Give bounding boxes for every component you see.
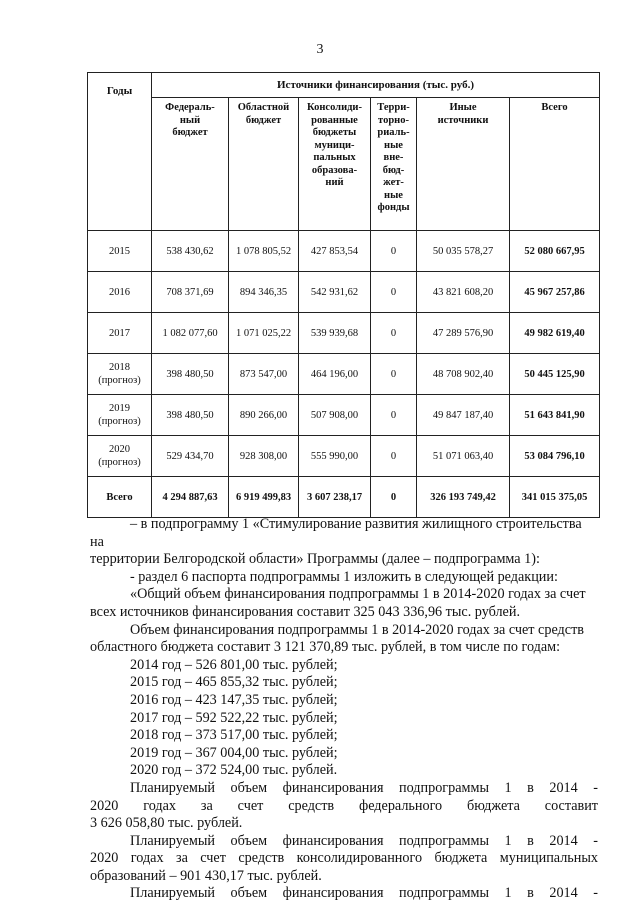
text-line: бюджет	[172, 127, 208, 138]
text-line: Областной	[237, 102, 290, 113]
value-cell: 398 480,50	[152, 354, 229, 395]
total-value-cell: 3 607 238,17	[299, 477, 371, 518]
value-cell: 0	[371, 231, 417, 272]
value-cell: 50 035 578,27	[417, 231, 510, 272]
value-cell: 51 071 063,40	[417, 436, 510, 477]
row-total-cell: 51 643 841,90	[510, 395, 600, 436]
text-line: Иные	[449, 102, 477, 113]
text-line: ные	[384, 189, 403, 201]
row-total-cell: 45 967 257,86	[510, 272, 600, 313]
column-header	[229, 98, 299, 231]
value-cell: 427 853,54	[299, 231, 371, 272]
total-label: Всего	[88, 477, 152, 518]
text-line: фонды	[377, 202, 410, 213]
text-line: (прогноз)	[98, 416, 141, 427]
value-cell: 1 078 805,52	[229, 231, 299, 272]
total-value-cell: 0	[371, 477, 417, 518]
value-cell: 43 821 608,20	[417, 272, 510, 313]
year-cell	[88, 272, 152, 313]
paragraph-municipal-end: образований – 901 430,17 тыс. рублей.	[90, 867, 322, 884]
value-cell: 0	[371, 436, 417, 477]
value-cell: 542 931,62	[299, 272, 371, 313]
table-row	[88, 395, 600, 436]
text-line: бюджеты	[312, 127, 357, 138]
paragraph-municipal-cont: 2020 годах за счет средств консолидированного бюджета муниципальных	[90, 850, 598, 867]
paragraph-federal: Планируемый объем финансирования подпрограммы 1 в 2014 -	[130, 779, 598, 796]
text-line: 2018	[109, 362, 130, 373]
value-cell: 0	[371, 395, 417, 436]
year-amount-line: 2020 год – 372 524,00 тыс. рублей.	[130, 762, 338, 779]
row-total-cell: 50 445 125,90	[510, 354, 600, 395]
column-header	[152, 98, 229, 231]
paragraph-regional: Объем финансирования подпрограммы 1 в 2014-2020 годах за счет средств	[130, 621, 584, 638]
value-cell: 49 847 187,40	[417, 395, 510, 436]
text-line: (прогноз)	[98, 375, 141, 386]
text-line: торно-	[378, 114, 409, 126]
text-line: ний	[325, 177, 344, 188]
table-row	[88, 231, 600, 272]
value-cell: 507 908,00	[299, 395, 371, 436]
text-line: Федераль-	[165, 102, 215, 113]
value-cell: 0	[371, 313, 417, 354]
paragraph-municipal: Планируемый объем финансирования подпрограммы 1 в 2014 -	[130, 832, 598, 849]
text-line: 2020	[109, 444, 130, 455]
body-text	[90, 516, 598, 903]
total-value-cell: 326 193 749,42	[417, 477, 510, 518]
paragraph-federal-end: 3 626 058,80 тыс. рублей.	[90, 815, 243, 832]
year-amount-line: 2017 год – 592 522,22 тыс. рублей;	[130, 709, 338, 726]
text-line: Терри-	[377, 102, 410, 113]
value-cell: 873 547,00	[229, 354, 299, 395]
total-value-cell: 4 294 887,63	[152, 477, 229, 518]
row-total-cell: 53 084 796,10	[510, 436, 600, 477]
text-line: (прогноз)	[98, 457, 141, 468]
table-row	[88, 272, 600, 313]
total-value-cell: 341 015 375,05	[510, 477, 600, 518]
year-cell	[88, 313, 152, 354]
table-row	[88, 313, 600, 354]
total-row	[88, 477, 600, 518]
value-cell: 398 480,50	[152, 395, 229, 436]
text-line: бюд-	[382, 164, 405, 176]
text-line: Консолиди-	[307, 102, 362, 113]
value-cell: 464 196,00	[299, 354, 371, 395]
financing-table	[87, 72, 600, 518]
text-line: источники	[437, 114, 489, 126]
paragraph-total-cont: всех источников финансирования составит 325 043 336,96 тыс. рублей.	[90, 603, 520, 620]
year-amount-line: 2015 год – 465 855,32 тыс. рублей;	[130, 674, 338, 691]
year-cell	[88, 354, 152, 395]
table-row	[88, 436, 600, 477]
text-line: 2016	[109, 286, 130, 298]
year-amount-line: 2018 год – 373 517,00 тыс. рублей;	[130, 727, 338, 744]
column-header	[510, 98, 600, 231]
text-line: 2017	[109, 327, 130, 339]
value-cell: 708 371,69	[152, 272, 229, 313]
text-line: 2019	[109, 403, 130, 414]
year-cell	[88, 231, 152, 272]
page-number: 3	[316, 42, 324, 57]
text-line: жет-	[383, 177, 404, 188]
text-line: муници-	[314, 139, 355, 151]
year-amount-line: 2016 год – 423 147,35 тыс. рублей;	[130, 691, 338, 708]
value-cell: 890 266,00	[229, 395, 299, 436]
years-list	[90, 657, 598, 780]
column-header	[371, 98, 417, 231]
value-cell: 0	[371, 272, 417, 313]
value-cell: 928 308,00	[229, 436, 299, 477]
value-cell: 1 082 077,60	[152, 313, 229, 354]
paragraph-total: «Общий объем финансирования подпрограммы 1 в 2014-2020 годах за счет	[130, 586, 586, 603]
value-cell: 529 434,70	[152, 436, 229, 477]
row-total-cell: 49 982 619,40	[510, 313, 600, 354]
value-cell: 47 289 576,90	[417, 313, 510, 354]
text-line: 2015	[109, 245, 130, 257]
text-line: образова-	[311, 164, 358, 176]
paragraph-regional-cont: областного бюджета составит 3 121 370,89 тыс. рублей, в том числе по годам:	[90, 639, 561, 656]
paragraph-subprogram-cont: территории Белгородской области» Программы (далее – подпрограмма 1):	[90, 551, 540, 568]
year-cell	[88, 395, 152, 436]
table-row	[88, 354, 600, 395]
value-cell: 0	[371, 354, 417, 395]
value-cell: 894 346,35	[229, 272, 299, 313]
paragraph-next: Планируемый объем финансирования подпрограммы 1 в 2014 -	[130, 885, 598, 902]
row-total-cell: 52 080 667,95	[510, 231, 600, 272]
column-header	[417, 98, 510, 231]
year-amount-line: 2019 год – 367 004,00 тыс. рублей;	[130, 744, 338, 761]
paragraph-subprogram: – в подпрограмму 1 «Стимулирование развития жилищного строительства на	[90, 516, 582, 550]
value-cell: 555 990,00	[299, 436, 371, 477]
value-cell: 539 939,68	[299, 313, 371, 354]
years-header: Годы	[88, 73, 152, 231]
value-cell: 48 708 902,40	[417, 354, 510, 395]
column-header	[299, 98, 371, 231]
total-value-cell: 6 919 499,83	[229, 477, 299, 518]
year-cell	[88, 436, 152, 477]
year-amount-line: 2014 год – 526 801,00 тыс. рублей;	[130, 656, 338, 673]
text-line: ные	[384, 139, 403, 151]
text-line: вне-	[383, 152, 404, 163]
text-line: пальных	[313, 152, 356, 163]
value-cell: 1 071 025,22	[229, 313, 299, 354]
text-line: риаль-	[377, 127, 410, 138]
value-cell: 538 430,62	[152, 231, 229, 272]
sources-header: Источники финансирования (тыс. руб.)	[152, 73, 600, 98]
text-line: Всего	[541, 102, 568, 113]
paragraph-section6: - раздел 6 паспорта подпрограммы 1 изложить в следующей редакции:	[130, 568, 558, 585]
text-line: рованные	[311, 114, 358, 126]
text-line: бюджет	[245, 114, 282, 126]
paragraph-federal-cont: 2020 годах за счет средств федерального бюджета составит	[90, 797, 598, 814]
text-line: ный	[179, 114, 201, 126]
